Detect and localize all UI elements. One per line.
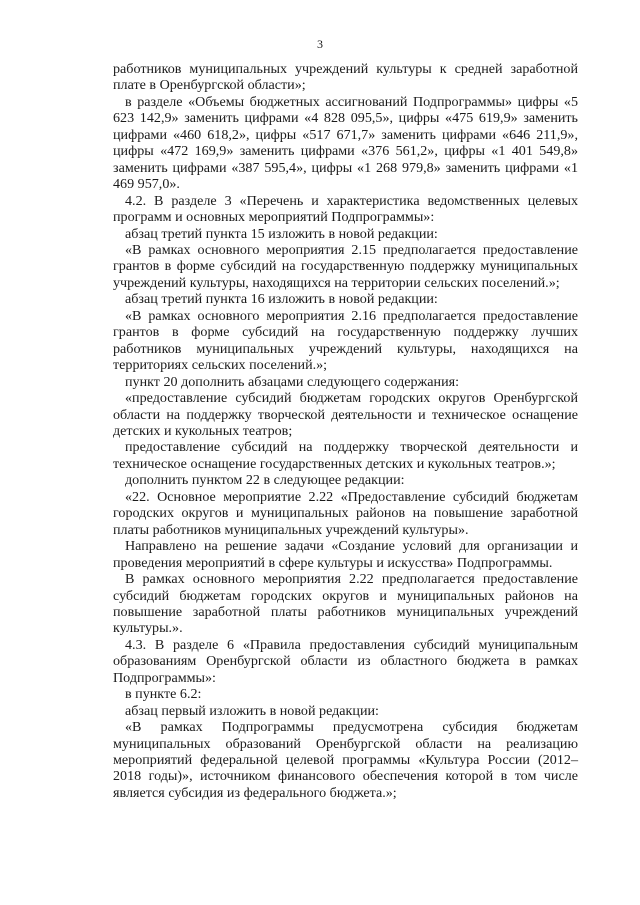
paragraph-item-22-goal: Направлено на решение задачи «Создание условий для организации и проведения мероприятий в сфере культуры и искусства» Подпрограммы.	[113, 538, 578, 571]
paragraph-item-6-2-subintro: абзац первый изложить в новой редакции:	[125, 702, 379, 719]
paragraph-budget-figures: в разделе «Объемы бюджетных ассигнований Подпрограммы» цифры «5 623 142,9» заменить цифрами «4 828 095,5», цифры «475 619,9» заменить цифрами «460 618,2», цифры «517 671,7» заменить цифрами «646 211,9», цифры «472 169,9» заменить цифрами «376 561,2», цифры «1 401 549,8» заменить цифрами «387 595,4», цифры «1 268 979,8» заменить цифрами «1 469 957,0».	[113, 93, 578, 193]
paragraph-item-15-intro: абзац третий пункта 15 изложить в новой редакции:	[125, 225, 438, 242]
paragraph-section-4-2: 4.2. В разделе 3 «Перечень и характеристика ведомственных целевых программ и основных мероприятий Подпрограммы»:	[113, 192, 578, 226]
paragraph-item-16-text: «В рамках основного мероприятия 2.16 предполагается предоставление грантов в форме субсидий на государственную поддержку лучших работников муниципальных учреждений культуры, находящихся на территориях сельских поселений.»;	[113, 307, 578, 374]
paragraph-item-22-intro: дополнить пунктом 22 в следующее редакции:	[125, 472, 405, 489]
paragraph-item-6-2-text: «В рамках Подпрограммы предусмотрена субсидия бюджетам муниципальных образований Оренбургской области на реализацию мероприятий федеральной целевой программы «Культура России (2012–2018 годы)», источником финансового обеспечения которой в том числе является субсидия из федерального бюджета.»;	[113, 719, 578, 801]
paragraph-item-20-text-2: предоставление субсидий на поддержку творческой деятельности и техническое оснащение государственных детских и кукольных театров.»;	[113, 439, 578, 472]
paragraph-item-20-intro: пункт 20 дополнить абзацами следующего содержания:	[125, 373, 460, 390]
paragraph-item-6-2-intro: в пункте 6.2:	[125, 686, 202, 703]
document-body	[113, 61, 578, 801]
paragraph-item-20-text-1: «предоставление субсидий бюджетам городских округов Оренбургской области на поддержку творческой деятельности и техническое оснащение детских и кукольных театров;	[113, 390, 578, 439]
page-number: 3	[317, 37, 323, 51]
paragraph-item-22-text: В рамках основного мероприятия 2.22 предполагается предоставление субсидий бюджетам городских округов и муниципальных районов на повышение заработной платы работников муниципальных учреждений культуры.».	[113, 571, 578, 637]
paragraph-section-4-3: 4.3. В разделе 6 «Правила предоставления субсидий муниципальным образованиям Оренбургской области из областного бюджета в рамках Подпрограммы»:	[113, 636, 578, 686]
paragraph-continuation: работников муниципальных учреждений культуры к средней заработной плате в Оренбургской области»;	[113, 61, 578, 94]
paragraph-item-22-title: «22. Основное мероприятие 2.22 «Предоставление субсидий бюджетам городских округов и муниципальных районов на повышение заработной платы работников муниципальных учреждений культуры».	[113, 488, 578, 538]
paragraph-item-15-text: «В рамках основного мероприятия 2.15 предполагается предоставление грантов в форме субсидий на государственную поддержку муниципальных учреждений культуры, находящихся на территории сельских поселений.»;	[113, 241, 578, 291]
paragraph-item-16-intro: абзац третий пункта 16 изложить в новой редакции:	[125, 291, 438, 308]
